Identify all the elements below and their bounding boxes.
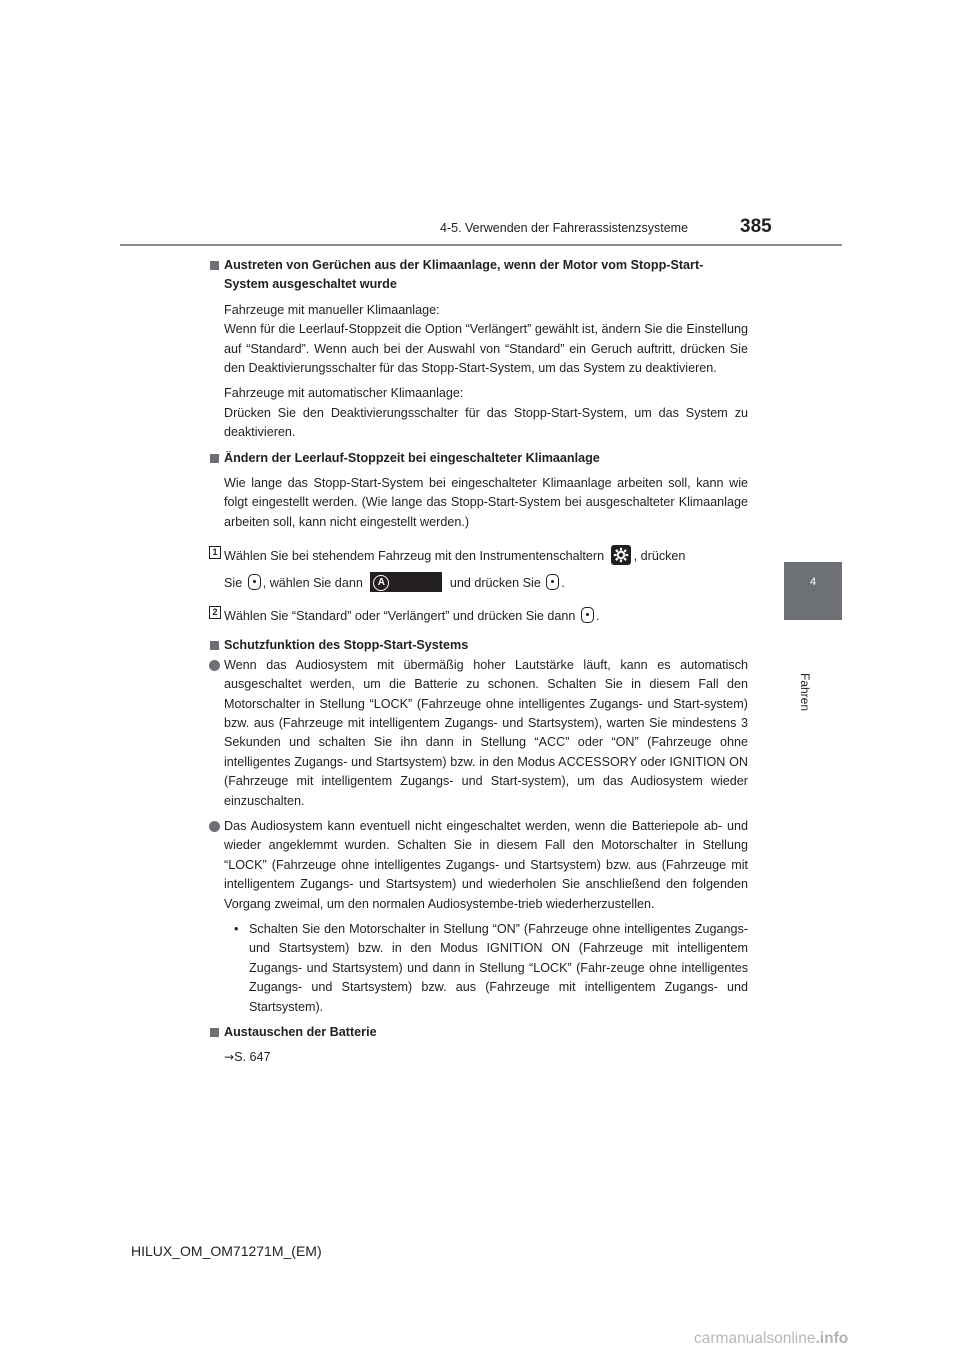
section-title: Austauschen der Batterie [224, 1025, 377, 1039]
arrow-right-icon: → [224, 1050, 235, 1065]
step-2: 2 Wählen Sie “Standard” oder “Verlängert” und drücken Sie dann . [207, 603, 748, 630]
square-bullet-icon [210, 454, 219, 463]
section-heading-odor [207, 256, 748, 295]
step-number-box: 2 [209, 606, 221, 619]
list-item: Das Audiosystem kann eventuell nicht eingeschaltet werden, wenn die Batteriepole ab- und wieder angeklemmt wurden. Schalten Sie in diesem Fall den Motorschalter in Stellung “LOCK” (Fahrzeuge ohne intelligentes Zugangs- und Startsystem) bzw. aus (Fahrzeuge mit intelligentem Zugangs- und Startsystem) und wiederholen Sie anschließend den folgenden Vorgang zweimal, um den normalen Audiosystembe-trieb wiederherzustellen. [207, 817, 748, 914]
page-reference [207, 1048, 748, 1067]
paragraph: Drücken Sie den Deaktivierungsschalter für das Stopp-Start-System, um das System zu deaktivieren. [224, 405, 748, 440]
section-heading-protection [207, 636, 748, 655]
step-number-box: 1 [209, 546, 221, 559]
watermark: carmanualsonline.info [694, 1330, 849, 1347]
paragraph-heading: Fahrzeuge mit manueller Klimaanlage: [224, 302, 440, 317]
header-divider [120, 244, 842, 246]
section-heading-battery [207, 1023, 748, 1042]
section-title: Schutzfunktion des Stopp-Start-Systems [224, 638, 469, 653]
paragraph: Wie lange das Stopp-Start-System bei eingeschalteter Klimaanlage arbeiten soll, kann wie folgt eingestellt werden. (Wie lange das Stopp-Start-System bei ausgeschalteter Klimaanlage arbeiten soll, kann nicht eingestellt werden.) [224, 476, 748, 529]
list-item: Wenn das Audiosystem mit übermäßig hoher Lautstärke läuft, kann es automatisch ausgeschaltet werden, um die Batterie zu schonen. Schalten Sie in diesem Fall den Motorschalter in Stellung “LOCK” (Fahrzeuge ohne intelligentes Zugangs- und Start-system) bzw. aus (Fahrzeuge mit intelligentem Zugangs- und Startsystem), warten Sie mindestens 3 Sekunden und schalten Sie ihn dann in Stellung “ACC” oder “ON” (Fahrzeuge ohne intelligentes Zugangs- und Startsystem) bzw. in den Modus ACCESSORY oder IGNITION ON (Fahrzeuge mit intelligentem Zugangs- und Start-system), um das Audiosystem wieder einzuschalten. [207, 656, 748, 811]
a-menu-icon: A [370, 572, 442, 592]
ok-button-icon [581, 607, 594, 623]
section-title: Ändern der Leerlauf-Stoppzeit bei eingeschalteter Klimaanlage [224, 450, 600, 465]
section-title: Austreten von Gerüchen aus der Klimaanlage, wenn der Motor vom Stopp-Start-System ausgeschaltet wurde [224, 258, 704, 292]
running-header-section: 4-5. Verwenden der Fahrerassistenzsysteme [440, 221, 689, 235]
chapter-tab-number: 4 [809, 576, 817, 588]
section-heading-idle-time [207, 449, 748, 468]
page-content [207, 256, 748, 1068]
round-bullet-icon [209, 821, 220, 832]
square-bullet-icon [210, 1028, 219, 1037]
sub-list-item: • Schalten Sie den Motorschalter in Stellung “ON” (Fahrzeuge ohne intelligentes Zugangs- und Startsystem) bzw. in den Modus IGNITION ON (Fahrzeuge mit intelligentem Zugangs- und Startsystem) und dann in Stellung “LOCK” (Fahr-zeuge ohne intelligentes Zugangs- und Startsystem) bzw. aus (Fahrzeuge mit intelligentem Zugangs- und Startsystem). [234, 921, 748, 1014]
document-id: HILUX_OM_OM71271M_(EM) [131, 1243, 322, 1259]
square-bullet-icon [210, 261, 219, 270]
gear-icon [611, 545, 631, 565]
paragraph: Wenn für die Leerlauf-Stoppzeit die Option “Verlängert” gewählt ist, ändern Sie die Einstellung auf “Standard”. Wenn auch bei der Auswahl von “Standard” ein Geruch auftritt, drücken Sie den Deaktivierungsschalter für das Stopp-Start-System, um das System zu deaktivieren. [224, 322, 748, 376]
page-reference-link[interactable]: S. 647 [234, 1050, 271, 1065]
round-bullet-icon [209, 660, 220, 671]
page-number: 385 [740, 216, 772, 237]
chapter-tab-label: Fahren [798, 672, 812, 712]
paragraph-heading: Fahrzeuge mit automatischer Klimaanlage: [224, 386, 464, 401]
ok-button-icon [546, 574, 559, 590]
sub-bullet: • [234, 921, 239, 936]
chapter-tab [784, 562, 842, 620]
square-bullet-icon [210, 641, 219, 650]
ok-button-icon [248, 574, 261, 590]
step-1: 1 Wählen Sie bei stehendem Fahrzeug mit den Instrumentenschaltern , drücken Sie , wählen Sie dann A und drücken Sie . [207, 543, 748, 597]
